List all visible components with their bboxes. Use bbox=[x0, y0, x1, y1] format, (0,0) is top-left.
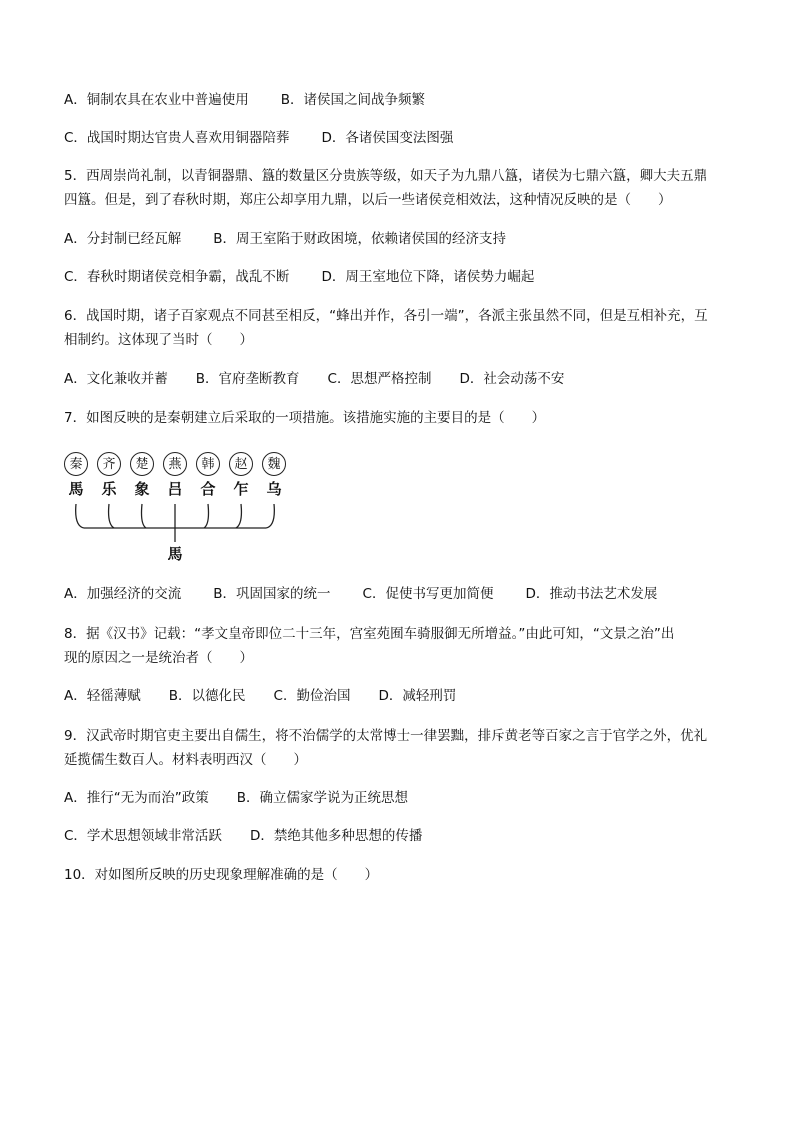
q5-option-d: D．周王室地位下降，诸侯势力崛起 bbox=[321, 269, 535, 285]
q10-stem: 10．对如图所反映的历史现象理解准确的是（ ） bbox=[64, 867, 379, 883]
q7-option-a: A．加强经济的交流 bbox=[64, 586, 182, 602]
q8-stem-line2: 现的原因之一是统治者（ ） bbox=[64, 650, 253, 666]
q5-stem-line1: 5．西周崇尚礼制，以青铜器鼎、簋的数量区分贵族等级，如天子为九鼎八簋，诸侯为七鼎六簋，卿大夫五鼎 bbox=[64, 168, 708, 184]
q4-options-row1 bbox=[64, 90, 425, 110]
unified-glyph: 馬 bbox=[167, 545, 183, 563]
q9-options-row1 bbox=[64, 788, 408, 808]
q5-options-row2 bbox=[64, 267, 534, 287]
q4-option-c: C．战国时期达官贵人喜欢用铜器陪葬 bbox=[64, 130, 290, 146]
q6-option-c: C．思想严格控制 bbox=[327, 371, 432, 387]
q4-option-d: D．各诸侯国变法图强 bbox=[321, 130, 454, 146]
q8-stem-line1: 8．据《汉书》记载：“孝文皇帝即位二十三年，宫室苑囿车骑服御无所增益。”由此可知，“文景之治”出 bbox=[64, 626, 675, 642]
q6-stem-line2: 相制约。这体现了当时（ ） bbox=[64, 332, 253, 348]
q5-option-c: C．春秋时期诸侯竞相争霸，战乱不断 bbox=[64, 269, 290, 285]
q5-options-row1 bbox=[64, 229, 506, 249]
q9-options-row2 bbox=[64, 826, 422, 846]
state-seal-wei: 魏 bbox=[262, 452, 286, 476]
q6-option-d: D．社会动荡不安 bbox=[459, 371, 565, 387]
state-glyph-han: 合 bbox=[200, 480, 216, 498]
q9-option-b: B．确立儒家学说为正统思想 bbox=[236, 790, 408, 806]
state-seal-chu: 楚 bbox=[130, 452, 154, 476]
q7-option-c: C．促使书写更加简便 bbox=[362, 586, 494, 602]
state-seal-zhao: 赵 bbox=[229, 452, 253, 476]
q9-stem-line1: 9．汉武帝时期官吏主要出自儒生，将不治儒学的太常博士一律罢黜，排斥黄老等百家之言于官学之外，优礼 bbox=[64, 728, 708, 744]
state-seal-qin: 秦 bbox=[64, 452, 88, 476]
state-glyph-wei: 乌 bbox=[266, 480, 282, 498]
q9-stem-line2: 延揽儒生数百人。材料表明西汉（ ） bbox=[64, 752, 307, 768]
q7-option-d: D．推动书法艺术发展 bbox=[525, 586, 658, 602]
state-seal-yan: 燕 bbox=[163, 452, 187, 476]
q4-options-row2 bbox=[64, 128, 453, 148]
state-glyph-zhao: 乍 bbox=[233, 480, 249, 498]
q6-option-b: B．官府垄断教育 bbox=[195, 371, 300, 387]
q4-option-a: A．铜制农具在农业中普遍使用 bbox=[64, 92, 249, 108]
state-seal-qi: 齐 bbox=[97, 452, 121, 476]
q5-option-a: A．分封制已经瓦解 bbox=[64, 231, 182, 247]
q6-option-a: A．文化兼收并蓄 bbox=[64, 371, 168, 387]
q4-option-b: B．诸侯国之间战争频繁 bbox=[280, 92, 426, 108]
q5-option-b: B．周王室陷于财政困境，依赖诸侯国的经济支持 bbox=[213, 231, 507, 247]
state-glyph-qin: 馬 bbox=[68, 480, 84, 498]
q6-options-row bbox=[64, 369, 564, 389]
q8-option-c: C．勤俭治国 bbox=[273, 688, 351, 704]
q7-options-row bbox=[64, 584, 657, 604]
q5-stem-line2: 四簋。但是，到了春秋时期，郑庄公却享用九鼎，以后一些诸侯竞相效法，这种情况反映的是（ ） bbox=[64, 192, 672, 208]
state-glyph-qi: 乐 bbox=[101, 480, 117, 498]
q8-option-d: D．减轻刑罚 bbox=[378, 688, 457, 704]
q8-option-b: B．以德化民 bbox=[168, 688, 246, 704]
state-glyph-yan: 吕 bbox=[167, 480, 183, 498]
convergence-brace bbox=[62, 498, 288, 544]
q9-option-c: C．学术思想领域非常活跃 bbox=[64, 828, 222, 844]
q8-options-row bbox=[64, 686, 456, 706]
q9-option-a: A．推行“无为而治”政策 bbox=[64, 790, 209, 806]
state-seal-han: 韩 bbox=[196, 452, 220, 476]
q7-script-unification-figure bbox=[62, 448, 288, 570]
state-glyph-chu: 象 bbox=[134, 480, 150, 498]
q7-stem: 7．如图反映的是秦朝建立后采取的一项措施。该措施实施的主要目的是（ ） bbox=[64, 410, 546, 426]
q7-option-b: B．巩固国家的统一 bbox=[213, 586, 331, 602]
q6-stem-line1: 6．战国时期，诸子百家观点不同甚至相反，“蜂出并作，各引一端”，各派主张虽然不同，但是互相补充，互 bbox=[64, 308, 708, 324]
q8-option-a: A．轻徭薄赋 bbox=[64, 688, 141, 704]
q9-option-d: D．禁绝其他多种思想的传播 bbox=[249, 828, 423, 844]
